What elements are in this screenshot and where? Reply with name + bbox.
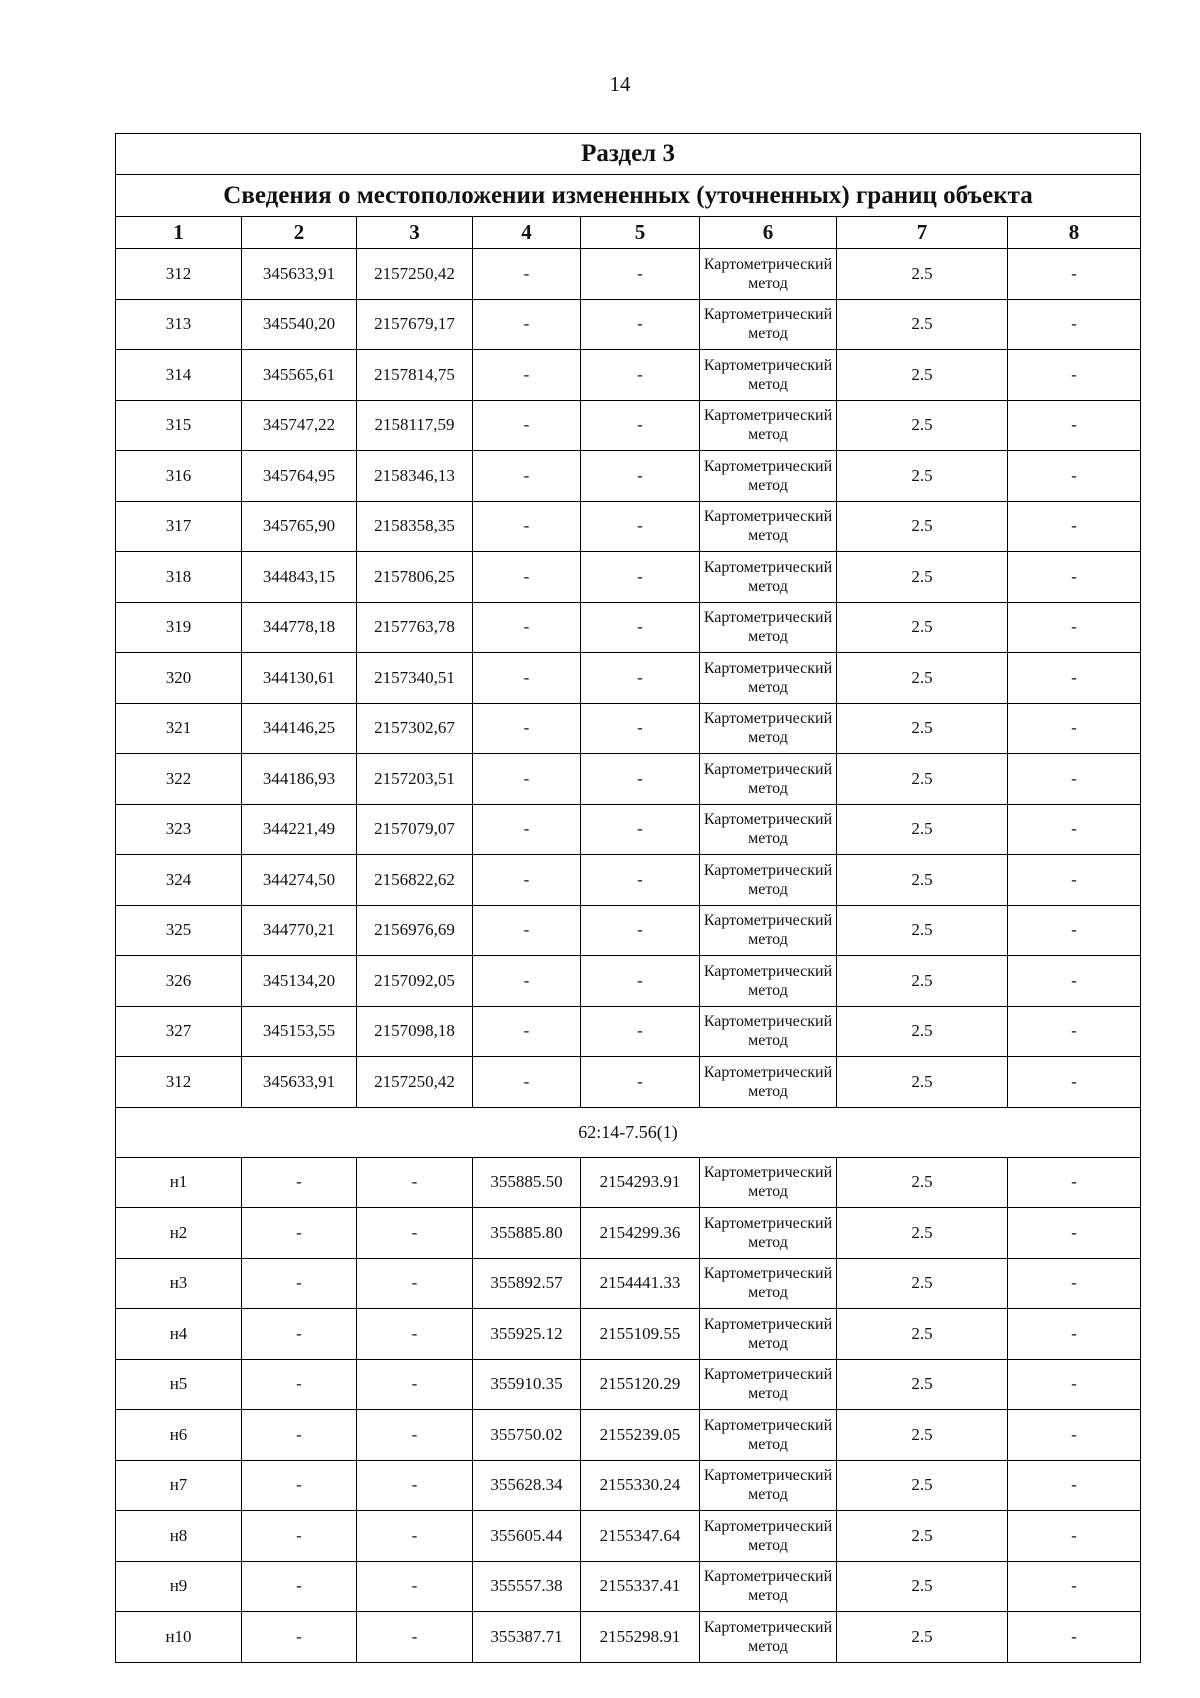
table-cell: н8 [116, 1511, 242, 1562]
table-cell: 345633,91 [242, 1057, 357, 1108]
table-cell: - [242, 1208, 357, 1259]
table-cell: 355885.80 [473, 1208, 581, 1259]
boundary-table [115, 133, 1141, 1663]
table-cell: 2157679,17 [357, 299, 473, 350]
table-cell: 320 [116, 653, 242, 704]
table-cell: 2154293.91 [581, 1157, 700, 1208]
table-cell: н1 [116, 1157, 242, 1208]
table-cell: - [1008, 1309, 1141, 1360]
table-cell: - [242, 1612, 357, 1663]
table-row [116, 501, 1141, 552]
table-cell: 344186,93 [242, 754, 357, 805]
table-cell: Картометрический метод [700, 804, 837, 855]
table-cell: - [1008, 1208, 1141, 1259]
table-cell: 345134,20 [242, 956, 357, 1007]
table-cell: 345633,91 [242, 249, 357, 300]
table-cell: 2.5 [837, 1612, 1008, 1663]
table-cell: - [1008, 1612, 1141, 1663]
table-cell: Картометрический метод [700, 905, 837, 956]
table-cell: 2.5 [837, 855, 1008, 906]
table-cell: 345565,61 [242, 350, 357, 401]
table-cell: - [1008, 804, 1141, 855]
group-label: 62:14-7.56(1) [116, 1107, 1141, 1157]
table-cell: 2.5 [837, 754, 1008, 805]
table-cell: 323 [116, 804, 242, 855]
table-cell: Картометрический метод [700, 653, 837, 704]
table-cell: Картометрический метод [700, 1006, 837, 1057]
table-cell: 2157302,67 [357, 703, 473, 754]
table-row [116, 1258, 1141, 1309]
table-cell: Картометрический метод [700, 602, 837, 653]
table-cell: - [1008, 602, 1141, 653]
table-cell: - [473, 703, 581, 754]
table-cell: Картометрический метод [700, 1460, 837, 1511]
table-cell: 344770,21 [242, 905, 357, 956]
table-cell: 321 [116, 703, 242, 754]
table-cell: 355885.50 [473, 1157, 581, 1208]
table-cell: 312 [116, 1057, 242, 1108]
table-cell: Картометрический метод [700, 754, 837, 805]
table-cell: - [1008, 703, 1141, 754]
table-cell: 344778,18 [242, 602, 357, 653]
table-cell: - [1008, 1157, 1141, 1208]
table-cell: Картометрический метод [700, 1057, 837, 1108]
table-cell: - [581, 400, 700, 451]
table-cell: - [242, 1258, 357, 1309]
table-cell: - [581, 299, 700, 350]
table-body-part2 [116, 1157, 1141, 1662]
table-cell: - [1008, 855, 1141, 906]
table-cell: 2155109.55 [581, 1309, 700, 1360]
table-row [116, 855, 1141, 906]
table-row [116, 1309, 1141, 1360]
table-cell: - [581, 754, 700, 805]
table-cell: - [581, 249, 700, 300]
table-cell: Картометрический метод [700, 703, 837, 754]
table-cell: - [1008, 249, 1141, 300]
table-cell: Картометрический метод [700, 451, 837, 502]
table-row [116, 905, 1141, 956]
table-cell: 2.5 [837, 956, 1008, 1007]
table-cell: - [242, 1157, 357, 1208]
table-cell: 2.5 [837, 1561, 1008, 1612]
table-cell: Картометрический метод [700, 1157, 837, 1208]
table-cell: - [473, 956, 581, 1007]
table-cell: 345764,95 [242, 451, 357, 502]
table-cell: 345540,20 [242, 299, 357, 350]
column-header: 7 [837, 217, 1008, 249]
table-cell: - [473, 299, 581, 350]
table-cell: 326 [116, 956, 242, 1007]
table-cell: - [473, 905, 581, 956]
column-header-row [116, 217, 1141, 249]
table-row [116, 299, 1141, 350]
column-header: 8 [1008, 217, 1141, 249]
table-cell: 2158358,35 [357, 501, 473, 552]
table-row [116, 602, 1141, 653]
table-cell: - [473, 602, 581, 653]
table-cell: н9 [116, 1561, 242, 1612]
table-cell: - [357, 1561, 473, 1612]
table-cell: 2156976,69 [357, 905, 473, 956]
table-cell: 325 [116, 905, 242, 956]
table-cell: 313 [116, 299, 242, 350]
table-cell: 355750.02 [473, 1410, 581, 1461]
section-title: Раздел 3 [116, 134, 1141, 175]
table-cell: Картометрический метод [700, 1359, 837, 1410]
table-cell: - [1008, 754, 1141, 805]
table-cell: 2155298.91 [581, 1612, 700, 1663]
table-cell: 2.5 [837, 451, 1008, 502]
table-cell: 312 [116, 249, 242, 300]
table-cell: 345765,90 [242, 501, 357, 552]
table-cell: 2.5 [837, 350, 1008, 401]
table-cell: - [1008, 1057, 1141, 1108]
table-cell: Картометрический метод [700, 1410, 837, 1461]
table-cell: 2.5 [837, 400, 1008, 451]
column-header: 4 [473, 217, 581, 249]
table-cell: 345747,22 [242, 400, 357, 451]
table-cell: - [357, 1511, 473, 1562]
table-row [116, 1460, 1141, 1511]
table-cell: 2.5 [837, 1006, 1008, 1057]
table-cell: - [242, 1309, 357, 1360]
table-cell: Картометрический метод [700, 1258, 837, 1309]
table-cell: 322 [116, 754, 242, 805]
table-cell: 2157250,42 [357, 1057, 473, 1108]
table-cell: 2.5 [837, 1460, 1008, 1511]
table-cell: Картометрический метод [700, 350, 837, 401]
table-row [116, 703, 1141, 754]
table-cell: 2.5 [837, 501, 1008, 552]
table-cell: 2.5 [837, 552, 1008, 603]
table-cell: 355605.44 [473, 1511, 581, 1562]
table-cell: н2 [116, 1208, 242, 1259]
table-cell: 2.5 [837, 703, 1008, 754]
table-cell: н5 [116, 1359, 242, 1410]
table-cell: Картометрический метод [700, 249, 837, 300]
table-row [116, 400, 1141, 451]
table-cell: - [473, 653, 581, 704]
table-cell: 2.5 [837, 249, 1008, 300]
column-header: 3 [357, 217, 473, 249]
table-cell: - [242, 1561, 357, 1612]
table-cell: 2157763,78 [357, 602, 473, 653]
table-cell: - [581, 501, 700, 552]
table-cell: - [357, 1410, 473, 1461]
table-cell: н6 [116, 1410, 242, 1461]
table-cell: н4 [116, 1309, 242, 1360]
table-cell: 344274,50 [242, 855, 357, 906]
table-cell: - [357, 1258, 473, 1309]
table-row [116, 1561, 1141, 1612]
table-cell: 319 [116, 602, 242, 653]
table-row [116, 1410, 1141, 1461]
table-row [116, 804, 1141, 855]
table-cell: - [1008, 905, 1141, 956]
table-cell: 355892.57 [473, 1258, 581, 1309]
table-cell: 2.5 [837, 1208, 1008, 1259]
table-cell: - [581, 602, 700, 653]
table-cell: - [1008, 1006, 1141, 1057]
table-cell: - [357, 1309, 473, 1360]
table-cell: 316 [116, 451, 242, 502]
table-cell: - [1008, 1410, 1141, 1461]
table-cell: - [581, 451, 700, 502]
table-row [116, 1157, 1141, 1208]
table-cell: Картометрический метод [700, 1208, 837, 1259]
section-subtitle: Сведения о местоположении измененных (уточненных) границ объекта [116, 175, 1141, 217]
table-cell: 2155337.41 [581, 1561, 700, 1612]
table-cell: 345153,55 [242, 1006, 357, 1057]
table-cell: 315 [116, 400, 242, 451]
table-cell: - [1008, 552, 1141, 603]
table-cell: Картометрический метод [700, 552, 837, 603]
table-cell: 317 [116, 501, 242, 552]
table-cell: 2.5 [837, 1410, 1008, 1461]
table-cell: 2.5 [837, 1157, 1008, 1208]
table-cell: - [1008, 451, 1141, 502]
table-cell: - [1008, 1359, 1141, 1410]
table-cell: Картометрический метод [700, 501, 837, 552]
table-cell: 2155239.05 [581, 1410, 700, 1461]
column-header: 2 [242, 217, 357, 249]
table-row [116, 1208, 1141, 1259]
table-cell: 2.5 [837, 905, 1008, 956]
table-row [116, 1612, 1141, 1663]
table-cell: 355387.71 [473, 1612, 581, 1663]
table-cell: 355557.38 [473, 1561, 581, 1612]
table-row [116, 956, 1141, 1007]
group-row [116, 1107, 1141, 1157]
group-section [116, 1107, 1141, 1157]
table-cell: н10 [116, 1612, 242, 1663]
table-cell: Картометрический метод [700, 1561, 837, 1612]
table-cell: Картометрический метод [700, 1309, 837, 1360]
table-cell: - [581, 905, 700, 956]
table-row [116, 1511, 1141, 1562]
table-cell: 2157203,51 [357, 754, 473, 805]
table-row [116, 552, 1141, 603]
table-cell: - [473, 804, 581, 855]
column-header: 5 [581, 217, 700, 249]
table-row [116, 451, 1141, 502]
table-cell: 344146,25 [242, 703, 357, 754]
table-cell: - [581, 350, 700, 401]
table-cell: - [581, 552, 700, 603]
table-cell: - [357, 1359, 473, 1410]
table-cell: - [357, 1612, 473, 1663]
table-cell: 2157079,07 [357, 804, 473, 855]
table-cell: 2158117,59 [357, 400, 473, 451]
table-row [116, 1057, 1141, 1108]
table-cell: 318 [116, 552, 242, 603]
table-cell: 355925.12 [473, 1309, 581, 1360]
table-cell: - [242, 1511, 357, 1562]
table-cell: Картометрический метод [700, 299, 837, 350]
table-cell: - [1008, 350, 1141, 401]
table-cell: 2158346,13 [357, 451, 473, 502]
table-cell: 2.5 [837, 1511, 1008, 1562]
table-body-part1 [116, 249, 1141, 1108]
table-cell: 2.5 [837, 653, 1008, 704]
table-cell: - [581, 804, 700, 855]
table-cell: 324 [116, 855, 242, 906]
table-cell: 2156822,62 [357, 855, 473, 906]
table-cell: 355628.34 [473, 1460, 581, 1511]
table-cell: - [242, 1359, 357, 1410]
table-cell: 344130,61 [242, 653, 357, 704]
table-cell: - [473, 855, 581, 906]
table-cell: - [473, 501, 581, 552]
table-cell: - [357, 1208, 473, 1259]
table-cell: 2157092,05 [357, 956, 473, 1007]
table-cell: Картометрический метод [700, 956, 837, 1007]
table-cell: 2.5 [837, 602, 1008, 653]
table-cell: - [1008, 1511, 1141, 1562]
table-cell: 2.5 [837, 1359, 1008, 1410]
page-number: 14 [609, 72, 631, 96]
table-cell: н3 [116, 1258, 242, 1309]
table-cell: - [1008, 299, 1141, 350]
table-cell: - [1008, 956, 1141, 1007]
table-cell: 344221,49 [242, 804, 357, 855]
column-header: 1 [116, 217, 242, 249]
table-cell: - [581, 703, 700, 754]
table-cell: Картометрический метод [700, 855, 837, 906]
table-cell: 2157340,51 [357, 653, 473, 704]
table-cell: - [242, 1410, 357, 1461]
table-cell: - [473, 1057, 581, 1108]
table-cell: 2.5 [837, 1309, 1008, 1360]
table-cell: 2.5 [837, 804, 1008, 855]
table-cell: 2155347.64 [581, 1511, 700, 1562]
table-cell: 2157814,75 [357, 350, 473, 401]
table-cell: 2.5 [837, 1057, 1008, 1108]
table-cell: 2157098,18 [357, 1006, 473, 1057]
table-cell: 2.5 [837, 1258, 1008, 1309]
table-cell: 2155330.24 [581, 1460, 700, 1511]
table-cell: - [1008, 653, 1141, 704]
table-cell: 344843,15 [242, 552, 357, 603]
table-cell: Картометрический метод [700, 400, 837, 451]
table-cell: 314 [116, 350, 242, 401]
table-cell: - [473, 552, 581, 603]
table-cell: - [1008, 1561, 1141, 1612]
table-cell: - [581, 1057, 700, 1108]
table-cell: - [581, 1006, 700, 1057]
table-cell: Картометрический метод [700, 1612, 837, 1663]
table-cell: 2155120.29 [581, 1359, 700, 1410]
table-row [116, 249, 1141, 300]
table-cell: 2157806,25 [357, 552, 473, 603]
column-header: 6 [700, 217, 837, 249]
table-cell: - [473, 400, 581, 451]
table-cell: - [581, 855, 700, 906]
table-row [116, 350, 1141, 401]
table-row [116, 1006, 1141, 1057]
table-cell: 2.5 [837, 299, 1008, 350]
table-row [116, 653, 1141, 704]
table-cell: 327 [116, 1006, 242, 1057]
table-row [116, 754, 1141, 805]
table-cell: - [581, 956, 700, 1007]
table-cell: - [1008, 1258, 1141, 1309]
table-cell: 2154441.33 [581, 1258, 700, 1309]
table-cell: - [1008, 400, 1141, 451]
table-cell: - [1008, 1460, 1141, 1511]
table-cell: - [473, 754, 581, 805]
table-cell: н7 [116, 1460, 242, 1511]
table-cell: - [473, 1006, 581, 1057]
table-cell: - [473, 249, 581, 300]
table-cell: - [581, 653, 700, 704]
table-cell: 355910.35 [473, 1359, 581, 1410]
table-cell: - [473, 350, 581, 401]
table-row [116, 1359, 1141, 1410]
table-cell: 2157250,42 [357, 249, 473, 300]
table-cell: - [242, 1460, 357, 1511]
table-cell: - [1008, 501, 1141, 552]
table-cell: 2154299.36 [581, 1208, 700, 1259]
table-cell: - [357, 1157, 473, 1208]
table-cell: - [357, 1460, 473, 1511]
table-cell: - [473, 451, 581, 502]
table-cell: Картометрический метод [700, 1511, 837, 1562]
